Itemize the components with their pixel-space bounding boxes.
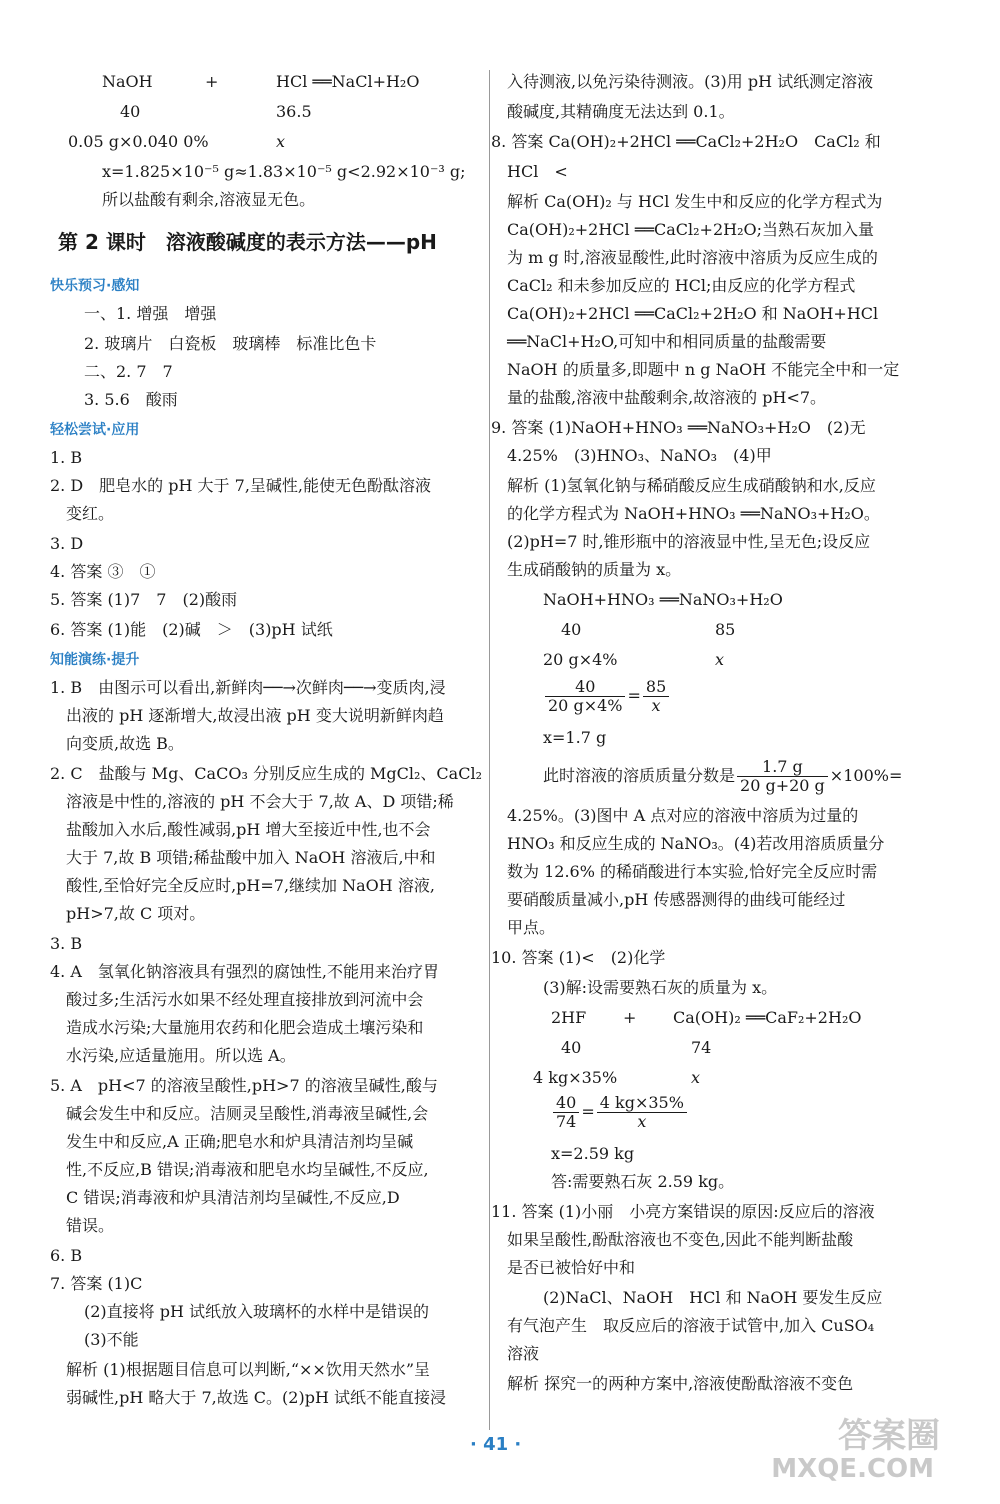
eq-text: 4 kg×35% (533, 1068, 618, 1087)
fraction-numerator: 1.7 g (737, 758, 828, 777)
fraction-denominator: x (637, 1112, 647, 1131)
fraction-numerator: 4 kg×35% (597, 1094, 687, 1113)
page-number: · 41 · (470, 1434, 522, 1455)
section-heading: 轻松尝试·应用 (50, 422, 140, 438)
answer-line: 答:需要熟石灰 2.59 kg。 (551, 1172, 735, 1191)
answer-line: 1. B (50, 448, 83, 467)
answer-line: 8. 答案 Ca(OH)₂+2HCl ══CaCl₂+2H₂O CaCl₂ 和 (491, 132, 881, 151)
answer-line: 解析 探究一的两种方案中,溶液使酚酞溶液不变色 (507, 1374, 854, 1393)
eq-text: 36.5 (276, 102, 312, 121)
answer-line: 溶液 (507, 1344, 540, 1363)
answer-line: 1. B 由图示可以看出,新鲜肉──→次鲜肉──→变质肉,浸 (50, 678, 446, 697)
answer-line: 4.25%。(3)图中 A 点对应的溶液中溶质为过量的 (507, 806, 859, 825)
answer-line: pH>7,故 C 项对。 (66, 904, 206, 923)
answer-line: 2. 玻璃片 白瓷板 玻璃棒 标准比色卡 (84, 334, 377, 353)
answer-line: 向变质,故选 B。 (66, 734, 184, 753)
answer-line: 入待测液,以免污染待测液。(3)用 pH 试纸测定溶液 (507, 72, 874, 91)
eq-text: 40 (561, 1038, 582, 1057)
eq-text: 40 (561, 620, 582, 639)
answer-line: (2)直接将 pH 试纸放入玻璃杯的水样中是错误的 (84, 1302, 430, 1321)
answer-line: (3)解:设需要熟石灰的质量为 x。 (543, 978, 778, 997)
answer-line: 解析 Ca(OH)₂ 与 HCl 发生中和反应的化学方程式为 (507, 192, 883, 211)
eq-text: 74 (691, 1038, 712, 1057)
answer-line: NaOH 的质量多,即题中 n g NaOH 不能完全中和一定 (507, 360, 900, 379)
answer-line: 解析 (1)氢氧化钠与稀硝酸反应生成硝酸钠和水,反应 (507, 476, 876, 495)
fraction-numerator: 85 (643, 678, 669, 697)
answer-line: 有气泡产生 取反应后的溶液于试管中,加入 CuSO₄ (507, 1316, 875, 1335)
answer-line: C 错误;消毒液和炉具清洁剂均呈碱性,不反应,D (66, 1188, 400, 1207)
fraction-denominator: 20 g×4% (548, 696, 623, 715)
answer-line: 弱碱性,pH 略大于 7,故选 C。(2)pH 试纸不能直接浸 (66, 1388, 446, 1407)
answer-line: ══NaCl+H₂O,可知中和相同质量的盐酸需要 (507, 332, 827, 351)
answer-line: 发生中和反应,A 正确;肥皂水和炉具清洁剂均呈碱 (66, 1132, 414, 1151)
eq-text: x (276, 132, 286, 151)
answer-line: 生成硝酸钠的质量为 x。 (507, 560, 682, 579)
answer-line: 11. 答案 (1)小丽 小亮方案错误的原因:反应后的溶液 (491, 1202, 875, 1221)
answer-line: Ca(OH)₂+2HCl ══CaCl₂+2H₂O 和 NaOH+HCl (507, 304, 879, 323)
watermark-logo: 答案圈 (838, 1416, 940, 1456)
answer-line: 9. 答案 (1)NaOH+HNO₃ ══NaNO₃+H₂O (2)无 (491, 418, 866, 437)
answer-line: 3. 5.6 酸雨 (84, 390, 178, 409)
proportion-equation (543, 678, 671, 715)
eq-text: x=2.59 kg (551, 1144, 635, 1163)
answer-line: 变红。 (66, 504, 115, 523)
answer-line: 4.25% (3)HNO₃、NaNO₃ (4)甲 (507, 446, 772, 465)
fraction-denominator: 20 g+20 g (740, 776, 825, 795)
answer-line: Ca(OH)₂+2HCl ══CaCl₂+2H₂O;当熟石灰加入量 (507, 220, 875, 239)
answer-line: 是否已被恰好中和 (507, 1258, 636, 1277)
answer-line: 解析 (1)根据题目信息可以判断,“××饮用天然水”呈 (66, 1360, 431, 1379)
eq-text: 2HF (551, 1008, 587, 1027)
answer-line: 造成水污染;大量施用农药和化肥会造成土壤污染和 (66, 1018, 424, 1037)
eq-text: x=1.825×10⁻⁵ g≈1.83×10⁻⁵ g<2.92×10⁻³ g; (102, 162, 466, 181)
eq-text: + (205, 72, 219, 91)
fraction-numerator: 40 (553, 1094, 579, 1113)
eq-text: x (691, 1068, 701, 1087)
eq-text: + (623, 1008, 637, 1027)
answer-line: 2. C 盐酸与 Mg、CaCO₃ 分别反应生成的 MgCl₂、CaCl₂ (50, 764, 482, 783)
answer-line: 的化学方程式为 NaOH+HNO₃ ══NaNO₃+H₂O。 (507, 504, 880, 523)
answer-line: (3)不能 (84, 1330, 139, 1349)
answer-line: 3. D (50, 534, 84, 553)
answer-line: 4. A 氢氧化钠溶液具有强烈的腐蚀性,不能用来治疗胃 (50, 962, 439, 981)
answer-line: 4. 答案 ③ ① (50, 562, 156, 581)
answer-line: 一、1. 增强 增强 (84, 304, 217, 323)
answer-line: 酸碱度,其精确度无法达到 0.1。 (507, 102, 735, 121)
eq-text: NaOH (102, 72, 153, 91)
fraction-denominator: 74 (556, 1112, 577, 1131)
watermark-url: MXQE.COM (771, 1454, 934, 1484)
answer-line: 错误。 (66, 1216, 115, 1235)
eq-text: 40 (120, 102, 141, 121)
percent-equation (543, 758, 902, 795)
answer-line: HNO₃ 和反应生成的 NaNO₃。(4)若改用溶质质量分 (507, 834, 885, 853)
answer-line: 3. B (50, 934, 83, 953)
column-divider (489, 70, 490, 1430)
answer-line: 甲点。 (507, 918, 556, 937)
section-heading: 快乐预习·感知 (50, 278, 140, 294)
answer-line: 酸性,至恰好完全反应时,pH=7,继续加 NaOH 溶液, (66, 876, 435, 895)
eq-text: x (715, 650, 725, 669)
eq-text: x=1.7 g (543, 728, 607, 747)
answer-line: CaCl₂ 和未参加反应的 HCl;由反应的化学方程式 (507, 276, 856, 295)
eq-text: Ca(OH)₂ ══CaF₂+2H₂O (673, 1008, 862, 1027)
answer-line: 10. 答案 (1)< (2)化学 (491, 948, 666, 967)
answer-line: 量的盐酸,溶液中盐酸剩余,故溶液的 pH<7。 (507, 388, 827, 407)
answer-line: HCl < (507, 162, 568, 181)
fraction-denominator: x (651, 696, 661, 715)
eq-text: 0.05 g×0.040 0% (68, 132, 209, 151)
answer-line: 如果呈酸性,酚酞溶液也不变色,因此不能判断盐酸 (507, 1230, 854, 1249)
equals-sign: = (627, 686, 641, 705)
answer-line: 碱会发生中和反应。洁厕灵呈酸性,消毒液呈碱性,会 (66, 1104, 429, 1123)
answer-line: 性,不反应,B 错误;消毒液和肥皂水均呈碱性,不反应, (66, 1160, 429, 1179)
text-span: ×100%= (829, 766, 903, 785)
answer-line: 为 m g 时,溶液显酸性,此时溶液中溶质为反应生成的 (507, 248, 878, 267)
answer-line: 5. 答案 (1)7 7 (2)酸雨 (50, 590, 238, 609)
equals-sign: = (581, 1102, 595, 1121)
lesson-title: 第 2 课时 溶液酸碱度的表示方法——pH (58, 230, 437, 254)
eq-text: 20 g×4% (543, 650, 618, 669)
fraction-numerator: 40 (545, 678, 625, 697)
answer-line: 溶液是中性的,溶液的 pH 不会大于 7,故 A、D 项错;稀 (66, 792, 454, 811)
eq-text: HCl ══NaCl+H₂O (276, 72, 420, 91)
answer-line: 数为 12.6% 的稀硝酸进行本实验,恰好完全反应时需 (507, 862, 878, 881)
answer-line: (2)NaCl、NaOH HCl 和 NaOH 要发生反应 (543, 1288, 883, 1307)
answer-line: 2. D 肥皂水的 pH 大于 7,呈碱性,能使无色酚酞溶液 (50, 476, 431, 495)
answer-line: 水污染,应适量施用。所以选 A。 (66, 1046, 296, 1065)
answer-line: 7. 答案 (1)C (50, 1274, 143, 1293)
answer-line: 盐酸加入水后,酸性减弱,pH 增大至接近中性,也不会 (66, 820, 431, 839)
eq-text: 85 (715, 620, 736, 639)
answer-line: 大于 7,故 B 项错;稀盐酸中加入 NaOH 溶液后,中和 (66, 848, 436, 867)
eq-text: NaOH+HNO₃ ══NaNO₃+H₂O (543, 590, 783, 609)
answer-line: 6. 答案 (1)能 (2)碱 ＞ (3)pH 试纸 (50, 620, 333, 639)
answer-line: 酸过多;生活污水如果不经处理直接排放到河流中会 (66, 990, 424, 1009)
section-heading: 知能演练·提升 (50, 652, 140, 668)
proportion-equation (551, 1094, 689, 1131)
answer-line: 5. A pH<7 的溶液呈酸性,pH>7 的溶液呈碱性,酸与 (50, 1076, 438, 1095)
answer-line: 要硝酸质量减小,pH 传感器测得的曲线可能经过 (507, 890, 846, 909)
answer-line: 6. B (50, 1246, 83, 1265)
text-span: 此时溶液的溶质质量分数是 (543, 766, 736, 785)
answer-line: 二、2. 7 7 (84, 362, 173, 381)
answer-line: 出液的 pH 逐渐增大,故浸出液 pH 变大说明新鲜肉趋 (66, 706, 444, 725)
text-line: 所以盐酸有剩余,溶液显无色。 (102, 190, 316, 209)
answer-line: (2)pH=7 时,锥形瓶中的溶液显中性,呈无色;设反应 (507, 532, 871, 551)
